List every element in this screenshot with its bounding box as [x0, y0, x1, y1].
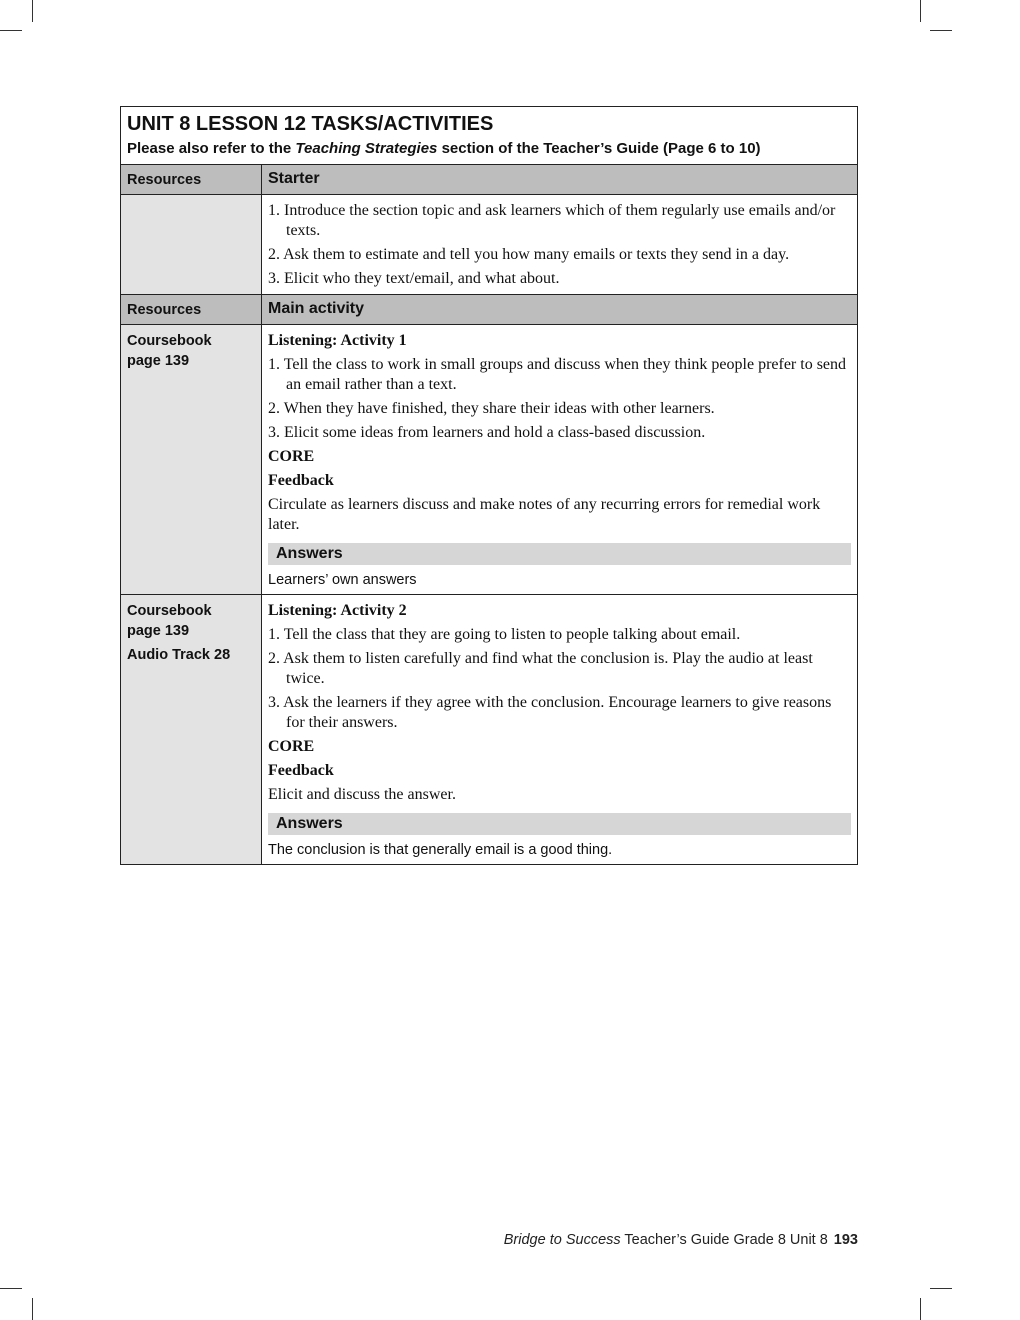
activity-heading: Listening: Activity 1: [268, 332, 407, 349]
feedback-label: Feedback: [268, 762, 334, 779]
crop-mark: [32, 1298, 33, 1320]
crop-mark: [930, 1288, 952, 1289]
activity-2-row: [121, 594, 857, 864]
activity-1-content: [262, 325, 857, 594]
activity-2-resources: [121, 595, 262, 864]
subtitle-emphasis: Teaching Strategies: [295, 140, 438, 157]
activity-step: 1. Tell the class to work in small groups and discuss when they think people prefer to send an email rather than a text.: [268, 356, 847, 393]
starter-step: 1. Introduce the section topic and ask learners which of them regularly use emails and/or texts.: [268, 202, 836, 239]
activity-heading: Listening: Activity 2: [268, 602, 407, 619]
starter-step: 2. Ask them to estimate and tell you how many emails or texts they send in a day.: [268, 246, 790, 263]
crop-mark: [32, 0, 33, 22]
footer-text: Teacher’s Guide Grade 8 Unit 8: [620, 1232, 828, 1248]
subtitle-prefix: Please also refer to the: [127, 140, 296, 157]
feedback-text: Circulate as learners discuss and make notes of any recurring errors for remedial work later.: [268, 496, 821, 533]
activity-step: 3. Elicit some ideas from learners and hold a class-based discussion.: [268, 424, 706, 441]
core-label: CORE: [268, 448, 315, 465]
answers-text: The conclusion is that generally email is a good thing.: [268, 842, 613, 858]
page-number: 193: [833, 1232, 858, 1248]
crop-mark: [930, 30, 952, 31]
resource-line: Audio Track 28: [127, 647, 231, 663]
activity-1-row: [121, 324, 857, 594]
activity-step: 2. Ask them to listen carefully and find what the conclusion is. Play the audio at least twice.: [268, 650, 813, 687]
starter-steps: [262, 195, 857, 294]
crop-mark: [920, 1298, 921, 1320]
resources-header: Resources: [121, 295, 262, 324]
lesson-heading: [121, 107, 857, 165]
starter-step: 3. Elicit who they text/email, and what about.: [268, 270, 560, 287]
book-title: Bridge to Success: [503, 1232, 621, 1248]
main-activity-header-row: [121, 294, 857, 324]
answers-label: Answers: [268, 813, 851, 835]
core-label: CORE: [268, 738, 315, 755]
answers-label: Answers: [268, 543, 851, 565]
page-footer: [504, 1232, 858, 1248]
activity-2-content: [262, 595, 857, 864]
lesson-table: [120, 106, 858, 865]
feedback-label: Feedback: [268, 472, 334, 489]
resources-header: Resources: [121, 165, 262, 194]
crop-mark: [0, 30, 22, 31]
resource-line: Coursebook: [127, 333, 212, 349]
resource-line: page 139: [127, 623, 190, 639]
lesson-subtitle: [127, 139, 851, 159]
resource-line: Coursebook: [127, 603, 212, 619]
activity-step: 3. Ask the learners if they agree with the conclusion. Encourage learners to give reasons for their answers.: [268, 694, 832, 731]
starter-content-row: [121, 194, 857, 294]
activity-step: 1. Tell the class that they are going to listen to people talking about email.: [268, 626, 741, 643]
activity-step: 2. When they have finished, they share their ideas with other learners.: [268, 400, 715, 417]
activity-1-resources: [121, 325, 262, 594]
answers-text: Learners’ own answers: [268, 572, 417, 588]
feedback-text: Elicit and discuss the answer.: [268, 786, 456, 803]
starter-header: Starter: [262, 165, 857, 194]
starter-resources: [121, 195, 262, 294]
subtitle-suffix: section of the Teacher’s Guide (Page 6 to 10): [437, 140, 761, 157]
starter-header-row: [121, 165, 857, 194]
main-activity-header: Main activity: [262, 295, 857, 324]
crop-mark: [0, 1288, 22, 1289]
resource-line: page 139: [127, 353, 190, 369]
crop-mark: [920, 0, 921, 22]
lesson-title: UNIT 8 LESSON 12 TASKS/ACTIVITIES: [127, 113, 494, 135]
